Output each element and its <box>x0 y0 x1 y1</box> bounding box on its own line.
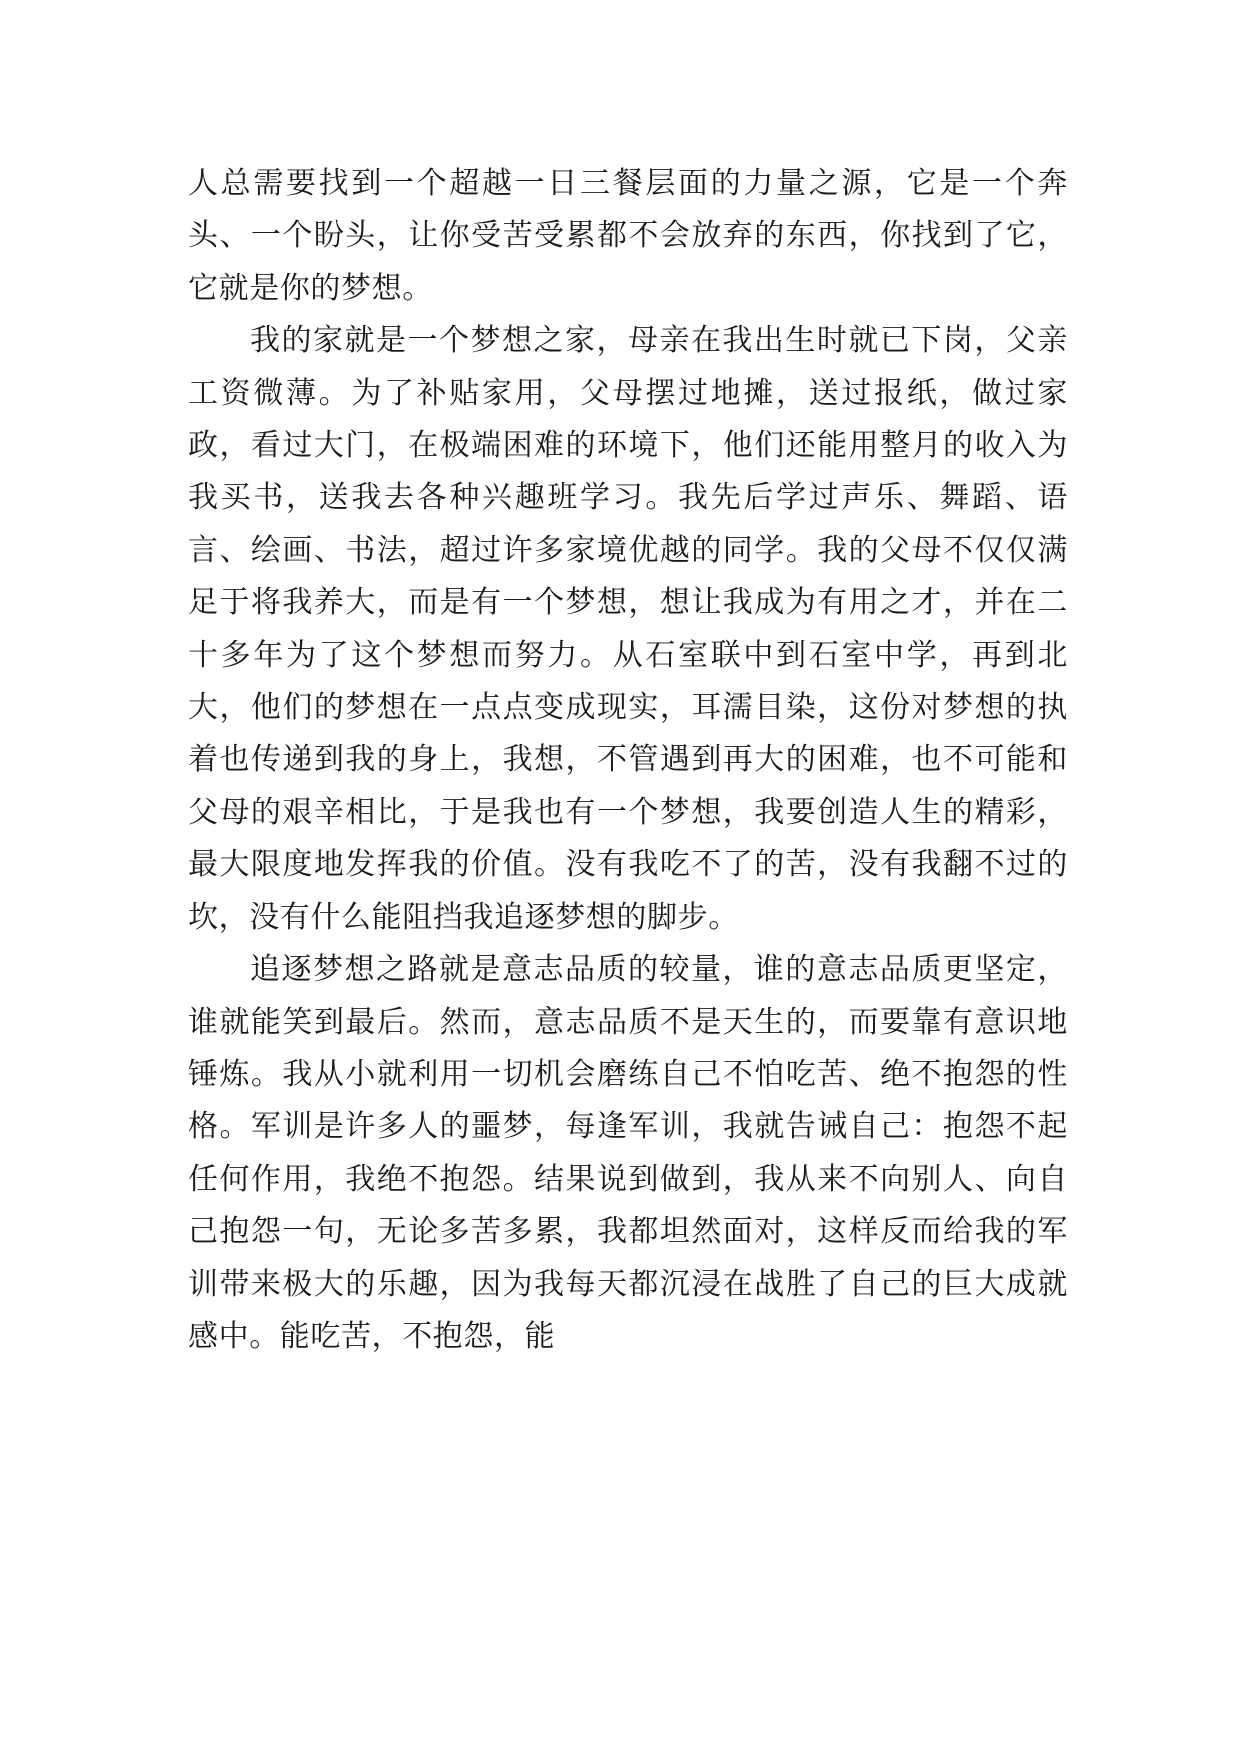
paragraph-2: 我的家就是一个梦想之家，母亲在我出生时就已下岗，父亲工资微薄。为了补贴家用，父母摆过地摊，送过报纸，做过家政，看过大门，在极端困难的环境下，他们还能用整月的收入为我买书，送我去各种兴趣班学习。我先后学过声乐、舞蹈、语言、绘画、书法，超过许多家境优越的同学。我的父母不仅仅满足于将我养大，而是有一个梦想，想让我成为有用之才，并在二十多年为了这个梦想而努力。从石室联中到石室中学，再到北大，他们的梦想在一点点变成现实，耳濡目染，这份对梦想的执着也传递到我的身上，我想，不管遇到再大的困难，也不可能和父母的艰辛相比，于是我也有一个梦想，我要创造人生的精彩，最大限度地发挥我的价值。没有我吃不了的苦，没有我翻不过的坎，没有什么能阻挡我追逐梦想的脚步。 <box>188 323 1068 935</box>
paragraph-1: 人总需要找到一个超越一日三餐层面的力量之源，它是一个奔头、一个盼头，让你受苦受累都不会放弃的东西，你找到了它，它就是你的梦想。 <box>188 166 1068 306</box>
body-text <box>188 158 1068 1363</box>
paragraph-3: 追逐梦想之路就是意志品质的较量，谁的意志品质更坚定，谁就能笑到最后。然而，意志品质不是天生的，而要靠有意识地锤炼。我从小就利用一切机会磨练自己不怕吃苦、绝不抱怨的性格。军训是许多人的噩梦，每逢军训，我就告诫自己：抱怨不起任何作用，我绝不抱怨。结果说到做到，我从来不向别人、向自己抱怨一句，无论多苦多累，我都坦然面对，这样反而给我的军训带来极大的乐趣，因为我每天都沉浸在战胜了自己的巨大成就感中。能吃苦，不抱怨，能 <box>188 952 1068 1354</box>
